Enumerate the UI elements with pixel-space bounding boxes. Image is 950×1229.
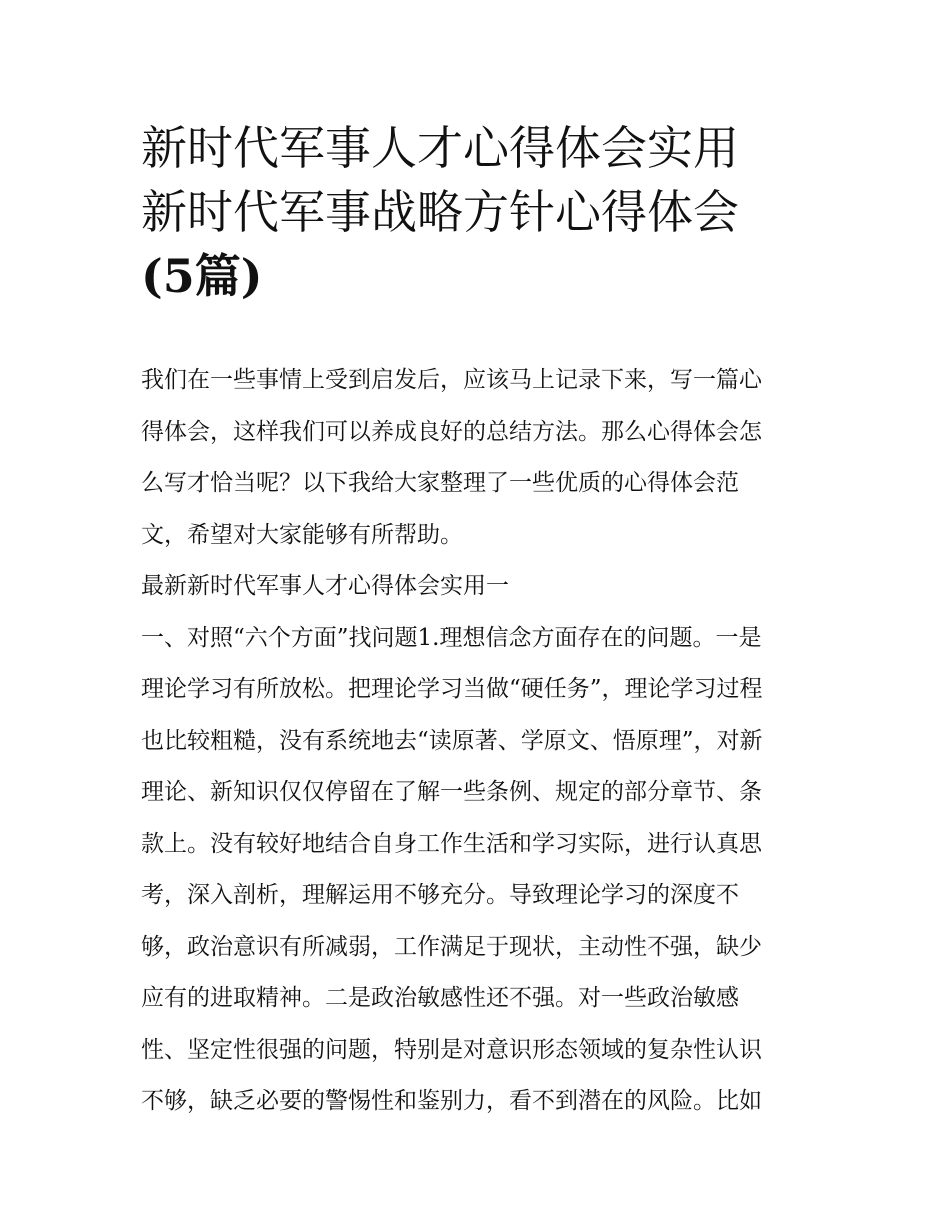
document-title (141, 116, 821, 308)
body-line: 文，希望对大家能够有所帮助。 (141, 521, 463, 548)
title-line: 新时代军事战略方针心得体会 (141, 185, 739, 239)
body-line: 考，深入剖析，理解运用不够充分。导致理论学习的深度不 (141, 882, 739, 908)
body-line: 理论、新知识仅仅停留在了解一些条例、规定的部分章节、条 (141, 779, 762, 805)
document-body (141, 355, 831, 1128)
body-line: 够，政治意识有所减弱，工作满足于现状，主动性不强，缺少 (141, 933, 762, 960)
title-line: 新时代军事人才心得体会实用 (141, 121, 739, 175)
body-line: 不够，缺乏必要的警惕性和鉴别力，看不到潜在的风险。比如 (141, 1088, 762, 1114)
title-line: (5篇) (141, 249, 263, 303)
section-heading: 最新新时代军事人才心得体会实用一 (141, 573, 509, 599)
body-line: 性、坚定性很强的问题，特别是对意识形态领域的复杂性认识 (141, 1036, 762, 1063)
body-line: 应有的进取精神。二是政治敏感性还不强。对一些政治敏感 (141, 985, 739, 1011)
body-line: 得体会，这样我们可以养成良好的总结方法。那么心得体会怎 (141, 418, 762, 445)
body-line: 一、对照“六个方面”找问题1.理想信念方面存在的问题。一是 (141, 624, 762, 651)
body-line: 款上。没有较好地结合自身工作生活和学习实际，进行认真思 (141, 830, 762, 857)
body-line: 也比较粗糙，没有系统地去“读原著、学原文、悟原理”，对新 (141, 727, 763, 754)
body-line: 么写才恰当呢？以下我给大家整理了一些优质的心得体会范 (141, 470, 739, 496)
body-line: 理论学习有所放松。把理论学习当做“硬任务”，理论学习过程 (141, 676, 763, 702)
body-line: 我们在一些事情上受到启发后，应该马上记录下来，写一篇心 (141, 367, 762, 393)
